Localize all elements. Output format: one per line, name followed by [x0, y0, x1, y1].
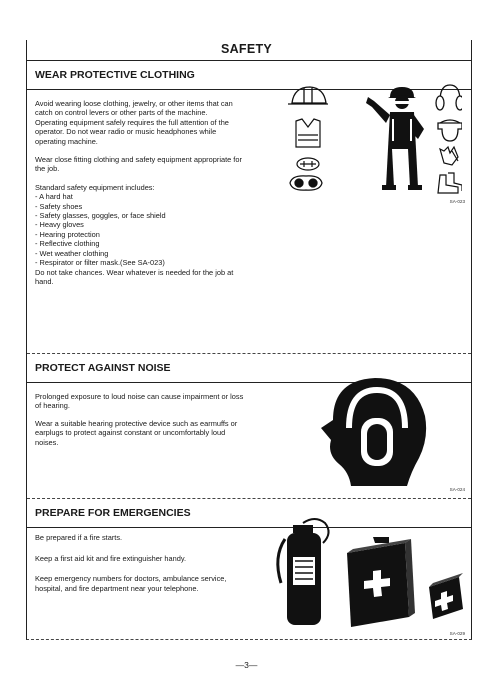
section-body: [35, 392, 249, 455]
worker-figure-icon: [366, 87, 424, 190]
section-body: [35, 533, 249, 601]
page-number: —3—: [235, 660, 258, 670]
frame-border-right: [471, 40, 472, 61]
figure-code: SA-029: [449, 631, 465, 636]
paragraph: Wear a suitable hearing protective device such as earmuffs or earplugs to protect against constant or uncomfortably loud noises.: [35, 418, 238, 447]
paragraph: Wear close fitting clothing and safety equipment appropriate for the job.: [35, 155, 242, 174]
paragraph: Operating equipment safely requires the full attention of the operator. Do not wear radio or music headphones while operating machine.: [35, 117, 229, 146]
first-aid-box-icon: [429, 573, 463, 619]
equipment-list: [35, 192, 249, 267]
figure-code: SA-023: [449, 199, 465, 204]
face-shield-icon: [438, 120, 462, 141]
list-item: - Safety glasses, goggles, or face shield: [35, 211, 166, 221]
list-item: - Safety shoes: [35, 201, 83, 211]
frame-border-left: [26, 40, 27, 61]
section-protect-against-noise: [26, 354, 472, 499]
list-item: - Heavy gloves: [35, 220, 84, 230]
emergency-equipment-figure: [263, 513, 468, 633]
hard-hat-icon: [288, 87, 328, 104]
figure-code: SA-024: [449, 487, 465, 492]
paragraph: Prolonged exposure to loud noise can cause impairment or loss of hearing.: [35, 392, 244, 411]
hearing-protection-figure: [315, 368, 445, 488]
section-body: [35, 99, 249, 286]
section-heading: WEAR PROTECTIVE CLOTHING: [35, 69, 195, 81]
head-with-earmuffs-icon: [321, 378, 426, 486]
section-heading: PREPARE FOR EMERGENCIES: [35, 507, 191, 519]
earmuffs-icon: [436, 85, 462, 110]
first-aid-case-icon: [347, 537, 415, 627]
paragraph: Avoid wearing loose clothing, jewelry, or other items that can catch on control levers or other parts of the machine.: [35, 99, 233, 118]
list-item: - Respirator or filter mask.(See SA-023): [35, 258, 165, 268]
section-heading: PROTECT AGAINST NOISE: [35, 362, 171, 374]
fire-extinguisher-icon: [278, 519, 329, 625]
paragraph: Keep emergency numbers for doctors, ambulance service, hospital, and fire department near your telephone.: [35, 574, 227, 593]
paragraph: Be prepared if a fire starts.: [35, 533, 123, 542]
list-item: - Hearing protection: [35, 229, 100, 239]
reflective-vest-icon: [296, 119, 320, 147]
respirator-icon: [297, 158, 319, 170]
section-prepare-for-emergencies: [26, 499, 472, 640]
list-intro: Standard safety equipment includes:: [35, 182, 155, 192]
page-title: SAFETY: [220, 42, 273, 56]
goggles-icon: [290, 176, 322, 190]
gloves-icon: [440, 147, 458, 165]
list-item: - Reflective clothing: [35, 239, 100, 249]
closing-text: Do not take chances. Wear whatever is needed for the job at hand.: [35, 267, 234, 286]
safety-boots-icon: [438, 173, 462, 193]
section-wear-protective-clothing: [26, 61, 472, 354]
paragraph: Keep a first aid kit and fire extinguisher handy.: [35, 553, 187, 563]
protective-equipment-figure: [282, 79, 462, 209]
list-item: - A hard hat: [35, 192, 73, 202]
list-item: - Wet weather clothing: [35, 248, 109, 258]
